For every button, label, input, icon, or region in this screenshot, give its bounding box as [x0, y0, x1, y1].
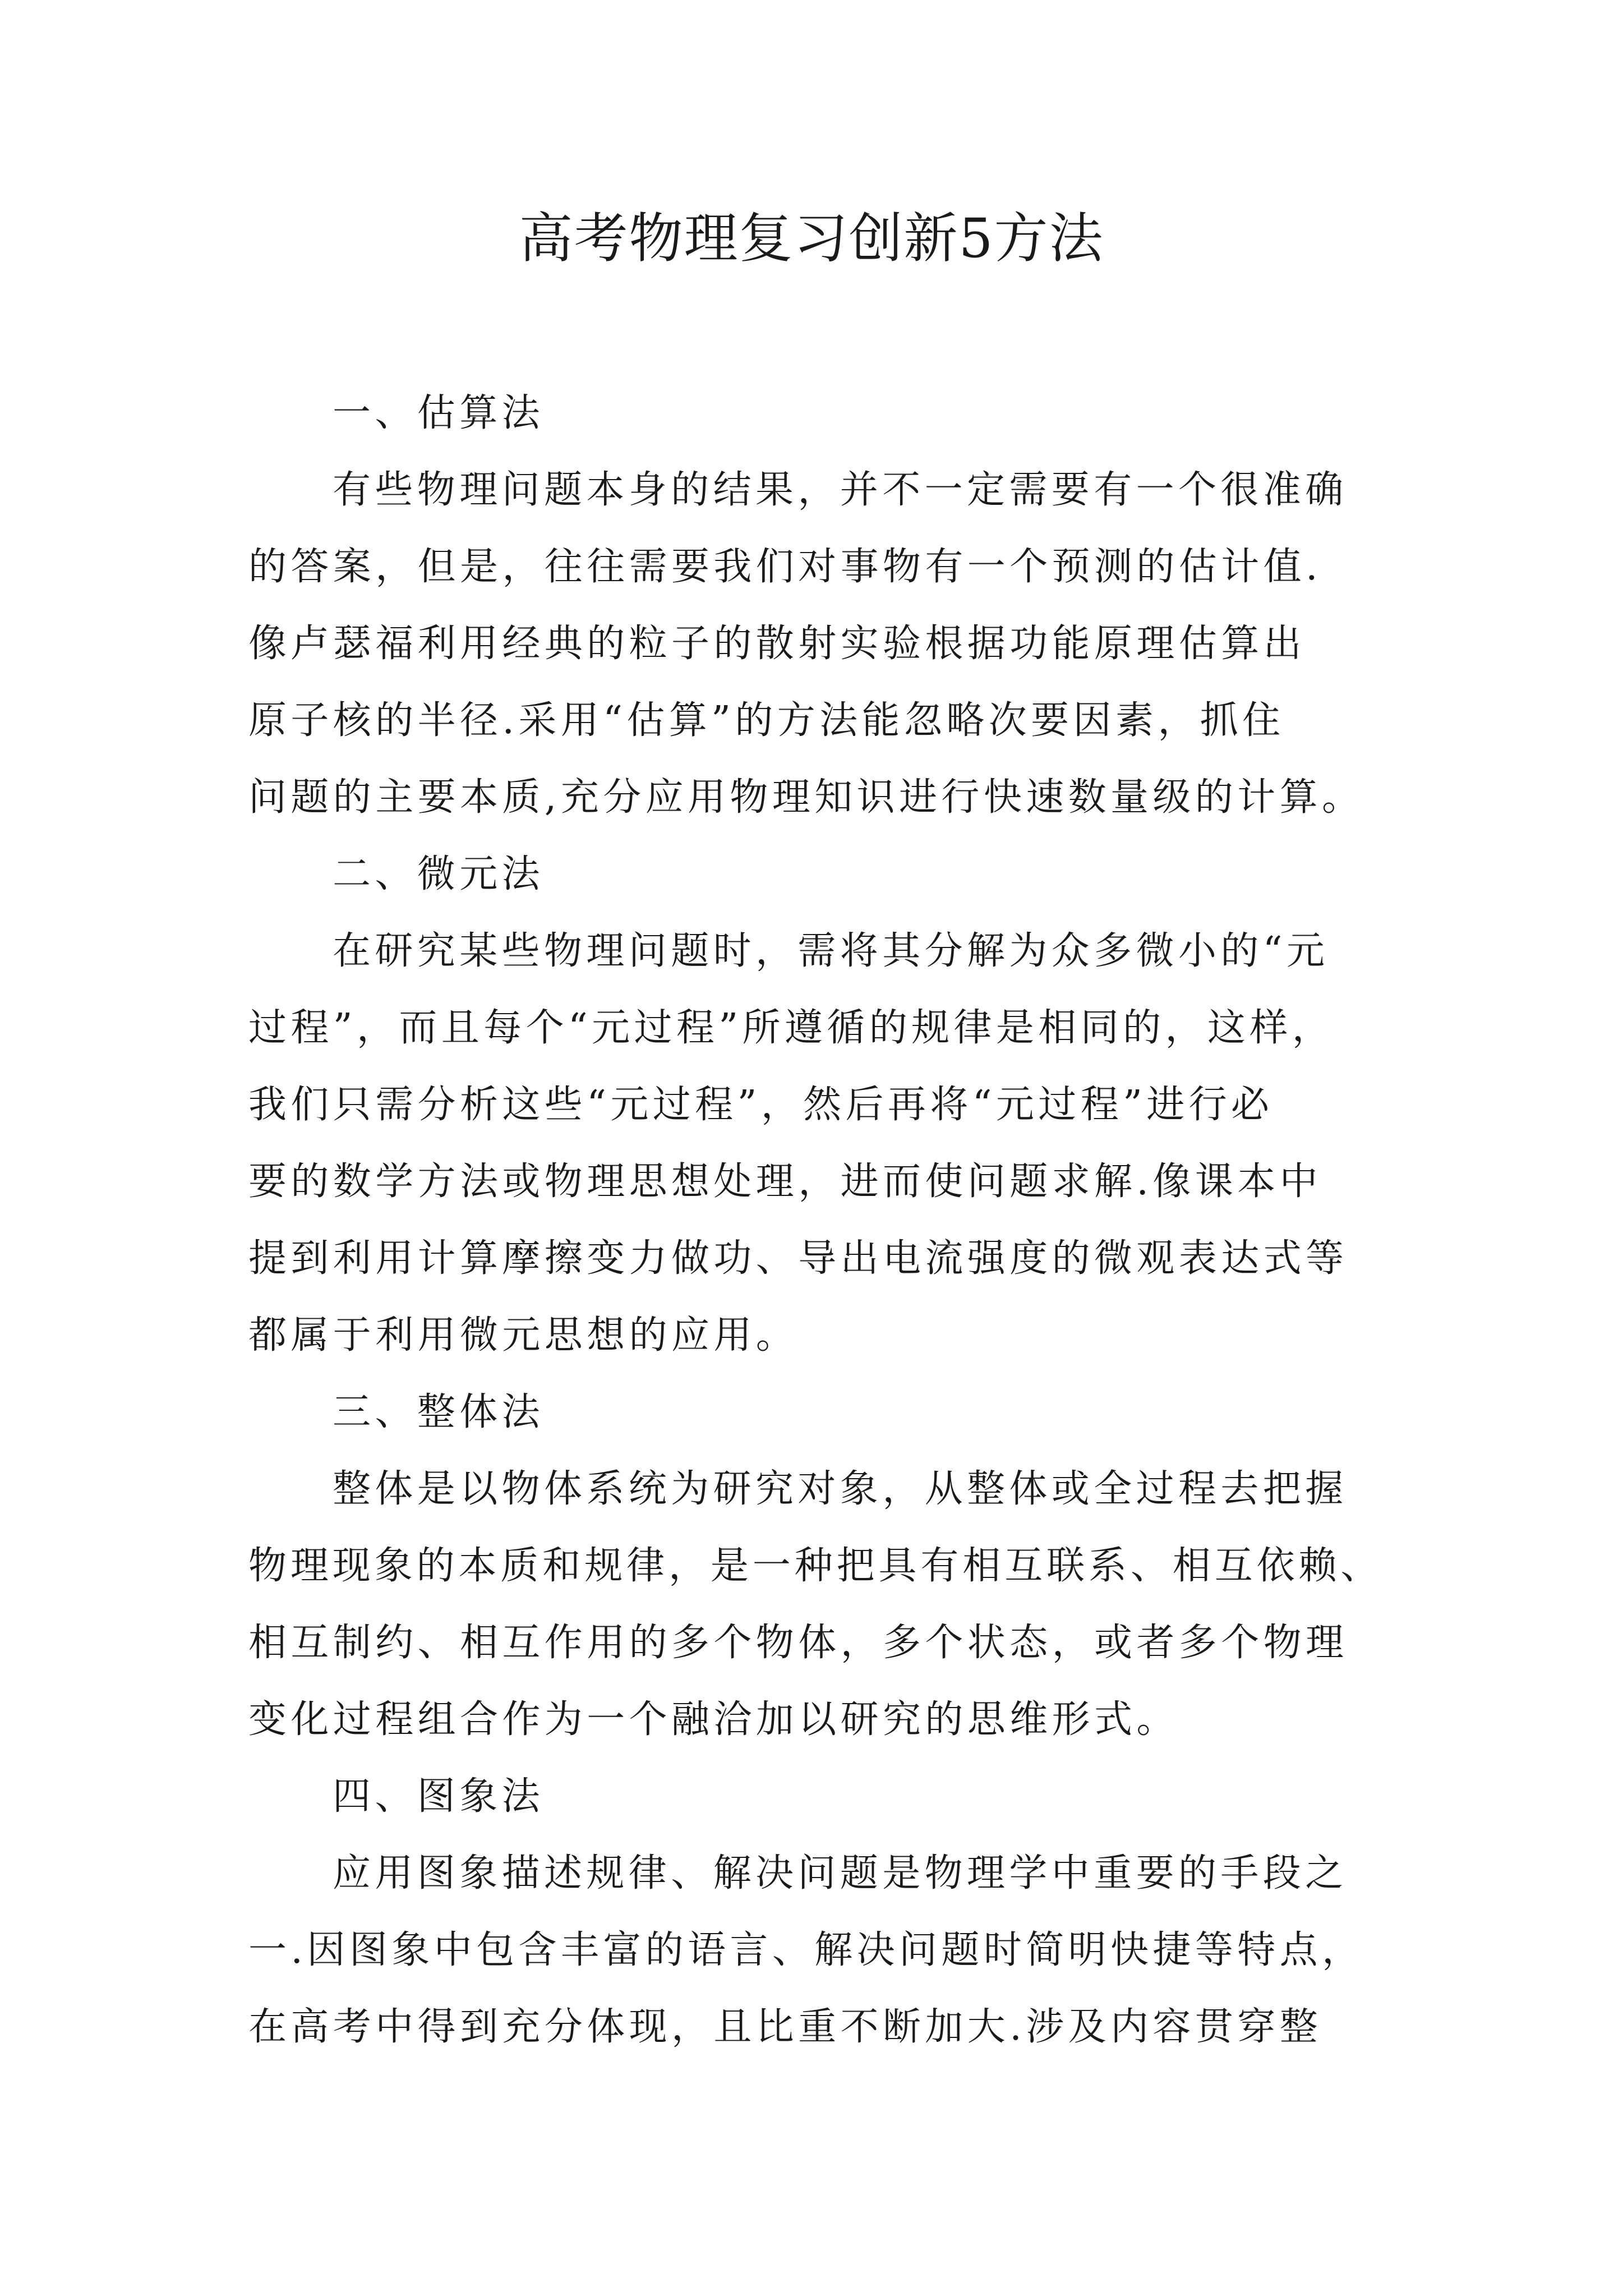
paragraph-line: 要的数学方法或物理思想处理，进而使问题求解.像课本中 [248, 1159, 1322, 1204]
paragraph-line: 像卢瑟福利用经典的粒子的散射实验根据功能原理估算出 [248, 622, 1306, 666]
paragraph-line: 相互制约、相互作用的多个物体，多个状态，或者多个物理 [248, 1621, 1348, 1665]
section-heading: 四、图象法 [333, 1774, 545, 1819]
paragraph-line: 一.因图象中包含丰富的语言、解决问题时简明快捷等特点， [248, 1928, 1364, 1972]
paragraph-line: 整体是以物体系统为研究对象，从整体或全过程去把握 [333, 1467, 1348, 1511]
document-body [248, 375, 1384, 2065]
section-heading: 二、微元法 [333, 852, 545, 896]
paragraph-line: 在研究某些物理问题时，需将其分解为众多微小的“元 [333, 929, 1329, 973]
paragraph-line: 都属于利用微元思想的应用。 [248, 1313, 799, 1358]
paragraph-line: 问题的主要本质,充分应用物理知识进行快速数量级的计算。 [248, 775, 1364, 820]
paragraph-line: 我们只需分析这些“元过程”，然后再将“元过程”进行必 [248, 1083, 1274, 1127]
section-heading: 三、整体法 [333, 1390, 545, 1434]
paragraph-line: 提到利用计算摩擦变力做功、导出电流强度的微观表达式等 [248, 1236, 1348, 1281]
paragraph-line: 过程”，而且每个“元过程”所遵循的规律是相同的，这样， [248, 1006, 1335, 1050]
paragraph-line: 原子核的半径.采用“估算”的方法能忽略次要因素，抓住 [248, 698, 1285, 743]
paragraph-line: 在高考中得到充分体现，且比重不断加大.涉及内容贯穿整 [248, 2005, 1322, 2049]
paragraph-line: 应用图象描述规律、解决问题是物理学中重要的手段之 [333, 1851, 1348, 1895]
paragraph-line: 变化过程组合作为一个融洽加以研究的思维形式。 [248, 1697, 1179, 1742]
paragraph-line: 物理现象的本质和规律，是一种把具有相互联系、相互依赖、 [248, 1544, 1383, 1588]
document-title: 高考物理复习创新5方法 [519, 207, 1104, 270]
section-heading: 一、估算法 [333, 391, 545, 435]
paragraph-line: 有些物理问题本身的结果，并不一定需要有一个很准确 [333, 468, 1348, 512]
paragraph-line: 的答案，但是，往往需要我们对事物有一个预测的估计值. [248, 545, 1322, 589]
